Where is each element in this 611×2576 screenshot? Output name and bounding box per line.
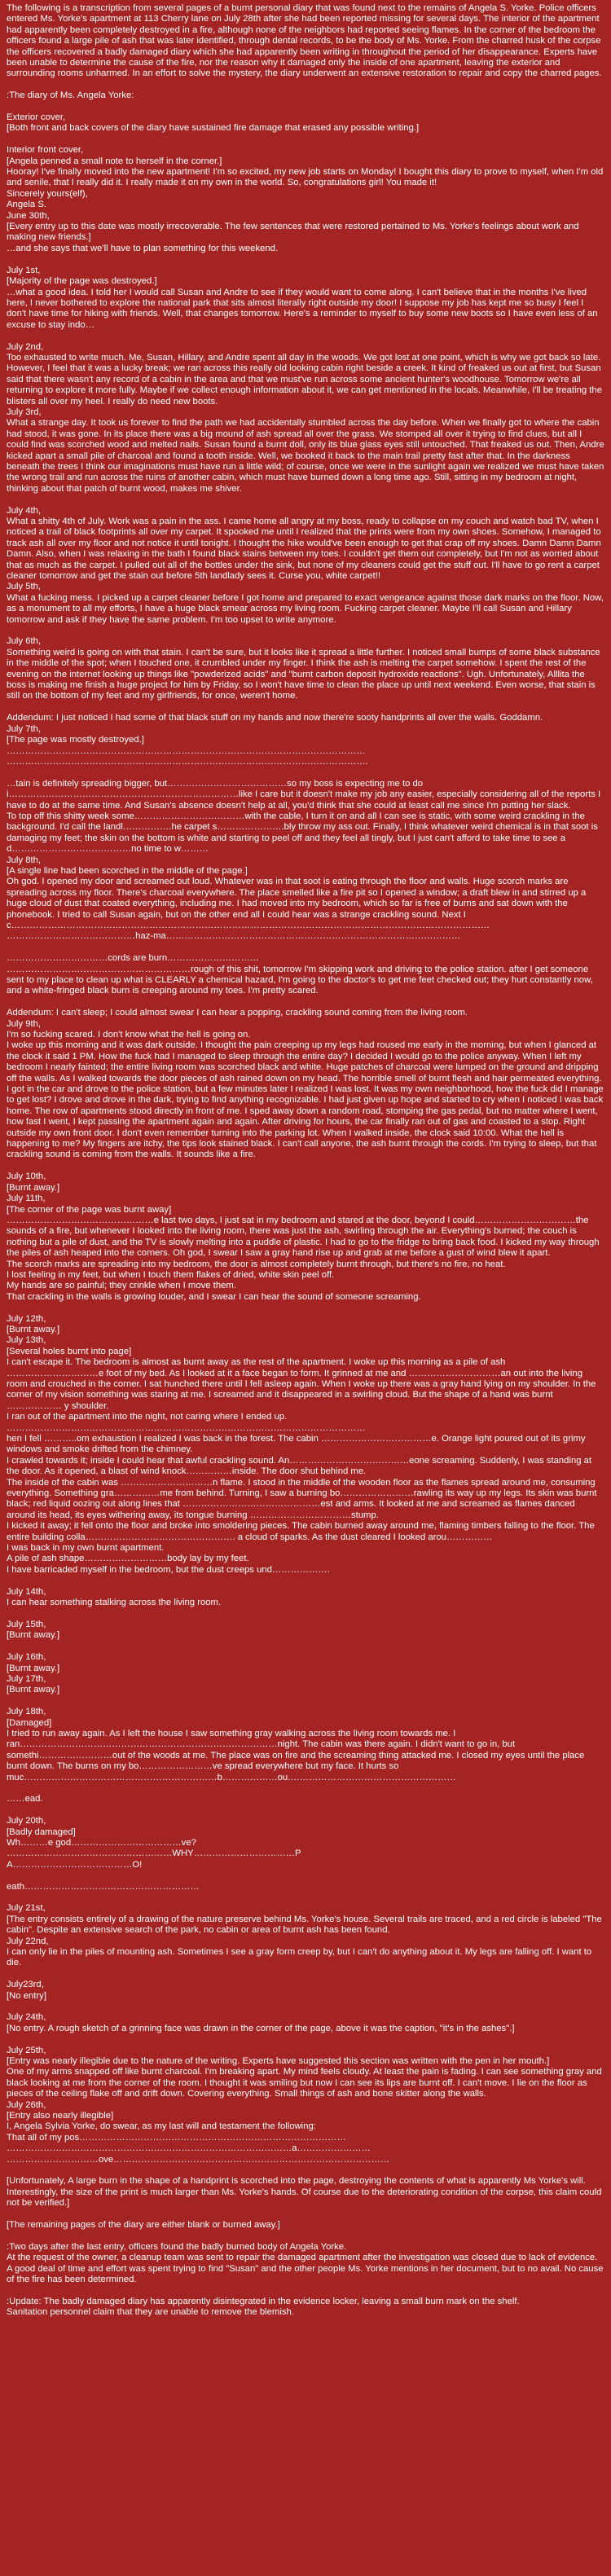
transcript-paragraph: July 20th, [Badly damaged] Wh………e god………………………………ve? ………………………………………………WHY……………………………P A…………………………………O! xyxy=(7,1816,301,1870)
transcript-paragraph: The following is a transcription from several pages of a burnt personal diary that was found next to the remains of Angela S. Yorke. Police officers entered Ms. Yorke's apartment at 113 Cherry lane on July 28th after she had been reported missing for several days. The interior of the apartment had apparently been completely destroyed in a fire, although none of the neighbors had reported seeing flames. In the corner of the bedroom the officers found a large pile of ash that was later identified, through dental records, to be the body of Ms. Yorke. From the charred husk of the corpse the officers recovered a badly damaged diary which she had apparently been writing in throughout the period of her disappearance. Experts have been unable to determine the cause of the fire, nor the reason why it damaged only the inside of one apartment, leaving the exterior and surrounding rooms unharmed. In an effort to solve the mystery, the diary underwent an extensive restoration to repair and copy the charred pages. xyxy=(7,3,604,79)
transcript-paragraph: July 12th, [Burnt away.] July 13th, [Several holes burnt into page] I can't escape it. The bedroom is almost as burnt away as the rest of the apartment. I woke up this morning as a pile of ash …………………………e foot of my bed. As I looked at it a face began to form. It grinned at me and …………………………an out into the living room and crouched in the corner. I sat hunched there until I fell asleep again. When I woke up there was a gray hand lying on my shoulder. In the corner of my vision something was staring at me. I screamed and it disappeared in a swirling cloud. But the shape of a hand was burnt ……………… y shoulder. I ran out of the apartment into the night, not caring where I ended up. ……………………………………………………………………………………………………… hen I fell ………..om exhaustion I realized I was back in the forest. The cabin ………………………………e. Orange light poured out of its grimy windows and smoke drifted from the chimney. I crawled towards it; inside I could hear that awful crackling sound. An…………………………………eone screaming. Suddenly, I was standing at the door. As it opened, a blast of wind knock……………inside. The door shut behind me. The inside of the cabin was …………………………n flame. I stood in the middle of the wooden floor as the flames spread around me, consuming everything. Something gra……………me from behind. Turning, I saw a burning bo……………………rawling its way up my legs. Its skin was burnt black; red liquid oozing out along lines that ………………………………………est and arms. It looked at me and screamed as flames danced around its head, its eyes withering away, its tongue burning ……………………………stump. I kicked it away; it fell onto the floor and broke into smoldering pieces. The cabin burned away around me, flaming timbers falling to the floor. The entire building colla…………………………………………. a cloud of sparks. As the dust cleared I looked arou…………… I was back in my own burnt apartment. A pile of ash shape………………………body lay by my feet. I have barricaded myself in the bedroom, but the dust creeps und………………. xyxy=(7,1313,597,1575)
transcript-paragraph: July 16th, [Burnt away.] July 17th, [Burnt away.] xyxy=(7,1652,60,1695)
transcript-paragraph: July 14th, I can hear something stalking across the living room. xyxy=(7,1586,222,1608)
transcript-paragraph: July 2nd, Too exhausted to write much. Me, Susan, Hillary, and Andre spent all day in the woods. We got lost at one point, which is why we got back so late. However, I feel that it was a lucky break; we ran across this really old looking cabin right beside a creek. It kind of freaked us out at first, but Susan said that there wasn't any record of a cabin in the area and that we must've run across some ancient hunter's woodhouse. Tomorrow we're all returning to explore it more fully. Maybe if we collect enough information about it, we can get mentioned in the locals. Meanwhile, I'll be treating the blisters all over my heel. I really do need new boots. July 3rd, What a strange day. It took us forever to find the path we had accidentally stumbled across the day before. When we finally got to where the cabin had stood, it was gone. In its place there was a big mound of ash spread all over the grass. We stomped all over it trying to find clues, but all I could find was scorched wood and melted nails. Susan found a burnt doll, only its blue glass eyes still untouched. That freaked us out. Then, Andre kicked apart a small pile of charcoal and found a tooth inside. Well, we booked it back to the main trail pretty fast after that. In the darkness beneath the trees I think our imaginations must have run a little wild; of course, once we were in the sunlight again we realized we must have taken the wrong trail and run across the ruins of another cabin, which must have burned down a long time ago. Still, sitting in my bedroom at night, thinking about that patch of burnt wood, makes me shiver. xyxy=(7,341,604,494)
transcript-paragraph: [The remaining pages of the diary are either blank or burned away.] xyxy=(7,2220,280,2231)
transcript-paragraph: :The diary of Ms. Angela Yorke: xyxy=(7,90,134,101)
transcript-paragraph: July 4th, What a shitty 4th of July. Work was a pain in the ass. I came home all angry at my boss, ready to collapse on my couch and watch bad TV, when I noticed a trail of black footprints all over my carpet. It spooked me until I realized that the prints were from my own shoes. Somehow, I managed to track ash all over my floor and not notice it until tonight. I thought the hike would've been enough to get that crap off my shoes. Damn Damn Damn Damn. Also, when I was relaxing in the bath I found black stains between my toes. I couldn't get them out completely, but I'm not as worried about that as much as the carpet. I pulled out all of the bottles under the sink, but none of my cleaners could get the stuff out. I'll have to go rent a carpet cleaner tomorrow and get the stain out before 5th landlady sees it. Curse you, white carpet!! July 5th, What a fucking mess. I picked up a carpet cleaner before I got home and prepared to exact vengeance against those dark marks on the floor. Now, as a monument to all my efforts, I have a huge black smear across my living room. Fucking carpet cleaner. Maybe I'll call Susan and Hillary tomorrow and ask if they have the same problem. I'm too upset to write anymore. xyxy=(7,505,604,625)
transcript-paragraph: ……ead. xyxy=(7,1794,43,1805)
transcript-paragraph: July 10th, [Burnt away.] July 11th, [The corner of the page was burnt away] …………………………………………e last two days, I just sat in my bedroom and stared at the door, beyond I could……………………………the sounds of a fire, but whenever I looked into the living room, there was just the ash, swirling through the air. Everything's burned; the couch is nothing but a pile of dust, and the TV is slowly melting into a puddle of plastic. I had to go to the fridge to bring back food. I kicked my way through the piles of ash heaped into the corners. Oh god, I swear I saw a gray hand rise up and grab at me before a gust of wind blew it apart. The scorch marks are spreading into my bedroom, the door is almost completely burnt through, but there's no fire, no heat. I lost feeling in my feet, but when I touch them flakes of dried, white skin peel off. My hands are so painful; they crinkle when I move them. That crackling in the walls is growing louder, and I swear I can hear the sound of someone screaming. xyxy=(7,1172,600,1302)
transcript-paragraph: Interior front cover, [Angela penned a small note to herself in the corner.] Hooray! I've finally moved into the new apartment! I'm so excited, my new job starts on Monday! I bought this diary to prove to myself, when I'm old and senile, that I really did it. I really made it on my own in the world. So, congratulations girl! You made it! Sincerely yours(elf), Angela S. June 30th, [Every entry up to this date was mostly irrecoverable. The few sentences that were restored pertained to Ms. Yorke's feelings about work and making new friends.] …and she says that we'll have to plan something for this weekend. xyxy=(7,145,604,253)
transcript-paragraph: ……………………………cords are burn………………………… ……………………………………………………rough of this shit, tomorrow I'm skipping work and driving to the police station. after I get someone sent to my place to clean up what is CLEARLY a chemical hazard, I'm going to the doctor's to get me feet checked out; they hurt constantly now, and a white-fringed black burn is creeping around my toes. I'm pretty scared. xyxy=(7,953,593,996)
transcript-paragraph: :Two days after the last entry, officers found the badly burned body of Angela Yorke. At the request of the owner, a cleanup team was sent to repair the damaged apartment after the investigation was closed due to lack of evidence. A good deal of time and effort was spent trying to find "Susan" and the other people Ms. Yorke mentions in her document, but to no avail. No cause of the fire has been determined. xyxy=(7,2241,604,2285)
transcript-paragraph: July23rd, [No entry] xyxy=(7,1980,46,2001)
transcript-paragraph: July 6th, Something weird is going on with that stain. I can't be sure, but it looks like it spread a little further. I noticed small bumps of some black substance in the middle of the spot; when I touched one, it crumbled under my finger. I think the ash is melting the carpet somehow. I spent the rest of the evening on the internet looking up things like "powderized acids" and "burnt carbon deposit hydroxide reactions". Ugh. Unfortunately, Alllita the boss is making me finish a huge project for him by Friday, so I won't have time to clean the place up until next weekend. Even worse, that stain is still on the bottom of my feet and my girlfriends, for once, weren't home. xyxy=(7,636,600,701)
transcript-paragraph: July 1st, [Majority of the page was destroyed.] …what a good idea. I told her I would call Susan and Andre to see if they would want to come along. I can't believe that in the months I've lived here, I never bothered to explore the national park that sits almost literally right outside my door! I suppose my job has kept me so busy I feel I don't have time for hiking with friends. Well, that changes tomorrow. Here's a reminder to myself to buy some new boots so I have even less of an excuse to stay indo… xyxy=(7,265,598,330)
transcript-paragraph: July 15th, [Burnt away.] xyxy=(7,1619,60,1641)
transcript-paragraph: …tain is definitely spreading bigger, but…………………………………so my boss is expecting me to do i…………………………………………………………………like I care but it doesn't make my job any easier, especially considering all of the reports I have to do at the same time. And Susan's absence doesn't help at all, you'd think that she could at least call me since I'm putting her slack. To top off this shitty week some………………………………with the cable, I turn it on and all I can see is static, with some weird crackling in the background. I'd call the landl…………….he carpet s………………….bly throw my ass out. Finally, I think whatever weird chemical is in that soot is damaging my feet; the skin on the bottom is white and starting to peel off and they feel all tingly, but I just can't afford to take time to see a d…………………………………no time to w……… July 8th, [A single line had been scorched in the middle of the page.] Oh god. I opened my door and screamed out loud. Whatever was in that soot is eating through the floor and walls. Huge scorch marks are spreading across my floor. There's charcoal everywhere. The place smelled like a fire pit so I opened a window; a draft blew in and stirred up a huge cloud of dust that coated everything, including me. I had moved into my bedroom, which so far is free of burns and sat down with the phonebook. I tried to call Susan again, but on the other end all I could hear was a strange crackling sound. Next I c………………………………………………………………………………………………………………………………………… ……………………………………haz-ma…………………………………………………………………………………… xyxy=(7,778,601,942)
transcript-paragraph: eath………………………………………………… xyxy=(7,1881,200,1892)
transcript-paragraph: Exterior cover, [Both front and back covers of the diary have sustained fire damage that erased any possible writing.] xyxy=(7,112,420,134)
transcript-paragraph: :Update: The badly damaged diary has apparently disintegrated in the evidence locker, leaving a small burn mark on the shelf. Sanitation personnel claim that they are unable to remove the blemish. xyxy=(7,2296,520,2318)
transcript-paragraph: July 18th, [Damaged] I tried to run away again. As I left the house I saw something gray walking across the living room towards me. I ran…………………………………………………………………………night. The cabin was there again. I didn't want to go in, but somethi……………………out of the woods at me. The place was on fire and the screaming thing attacked me. I closed my eyes until the place burnt down. The burns on my bo……………………ve spread everywhere but my face. It hurts so muc………………………………………………………b………………ou.……………………………………………… xyxy=(7,1707,585,1783)
transcript-paragraph: Addendum: I can't sleep; I could almost swear I can hear a popping, crackling sound coming from the living room. July 9th, I'm so fucking scared. I don't know what the hell is going on. I woke up this morning and it was dark outside. I thought the pain creeping up my legs had roused me early in the morning, but when I glanced at the clock it said 1 PM. How the fuck had I managed to sleep through the entire day? I decided I would go to the police anyway. When I left my bedroom I nearly fainted; the entire living room was scorched black and white. Huge patches of charcoal were lumped on the ground and dripping off the walls. As I walked towards the door pieces of ash rained down on my head. The horrible smell of burnt flesh and hair permeated everything. I got in the car and drove to the police station, but a few minutes later I realized I was lost. It was my own neighborhood, how the fuck did I manage to get lost? I drove and drove in the dark, trying to find anything recognizable. I had just given up hope and started to cry when I noticed I was back home. The row of apartments stood directly in front of me. I sped away down a random road, stomping the gas pedal, but no matter where I went, how fast I went, I kept passing the apartment again and again. After driving for hours, the car finally ran out of gas and coasted to a stop. Right outside my own front door. I don't even remember turning into the parking lot. When I walked inside, the clock said 10:00. What the hell is happening to me? My fingers are itchy, the tips look stained black. I can't call anyone, the ash burnt through the cords. I'm trying to sleep, but that crackling sound is coming from the walls. It sounds like a fire. xyxy=(7,1008,604,1160)
transcript-paragraph: July 25th, [Entry was nearly illegible due to the nature of the writing. Experts have suggested this section was written with the pen in her mouth.] One of my arms snapped off like burnt charcoal. I'm breaking apart. My mind feels cloudy. At least the pain is fading. I can see something gray and black looking at me from the corner of the room. I thought it was smiling but now I can see its lips are burnt off. I can't move. I lie on the floor as pieces of the ceiling flake off and drift down. Covering everything. Small things of ash and bone skitter along the walls. July 26th, [Entry also nearly illegible] I, Angela Sylvia Yorke, do swear, as my last will and testament the following: That all of my pos…………………………………………………………………………… …………………………………………………………………………………a…………………… …………………………ove……………………………………………………………………………… xyxy=(7,2045,602,2165)
transcript-paragraph: Addendum: I just noticed I had some of that black stuff on my hands and now there're sooty handprints all over the walls. Goddamn. July 7th, [The page was mostly destroyed.] ……………………………………………………………………………………………………… ………………………………………………………………………………………………………. xyxy=(7,713,543,767)
transcript-paragraph: July 21st, [The entry consists entirely of a drawing of the nature preserve behind Ms. Yorke's house. Several trails are traced, and a red circle is labeled "The cabin". Despite an extensive search of the park, no cabin or area of burnt ash has been found. July 22nd, I can only lie in the piles of mounting ash. Sometimes I see a gray form creep by, but I can't do anything about it. My legs are falling off. I want to die. xyxy=(7,1903,602,1968)
transcript-paragraph: [Unfortunately, A large burn in the shape of a handprint is scorched into the page, destroying the contents of what is apparently Ms Yorke's will. Interestingly, the size of the print is much larger than Ms. Yorke's hands. Of course due to the deteriorating condition of the corpse, this claim could not be verified.] xyxy=(7,2176,604,2209)
transcript-paragraph: July 24th, [No entry. A rough sketch of a grinning face was drawn in the corner of the page, above it was the caption, "it's in the ashes".] xyxy=(7,2012,515,2033)
